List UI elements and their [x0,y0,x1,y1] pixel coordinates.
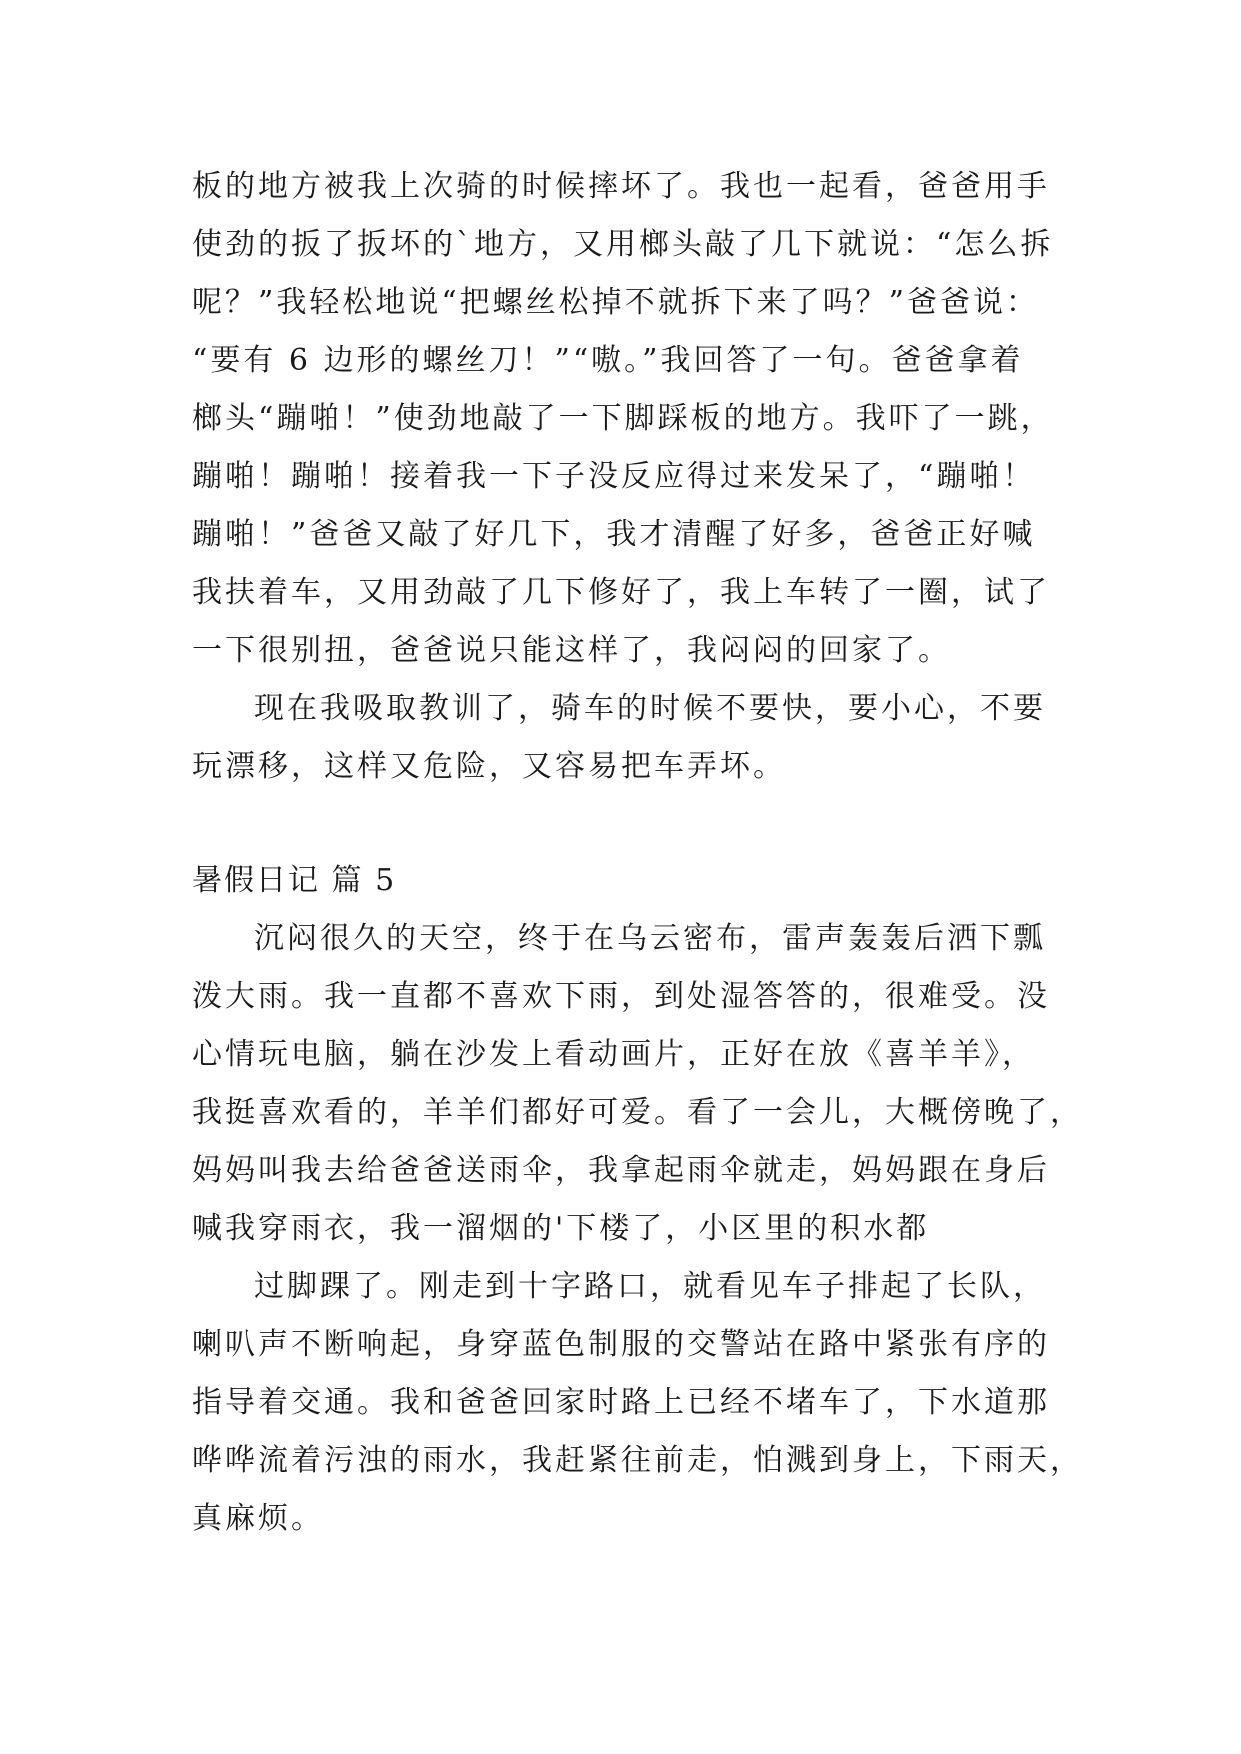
paragraph-line: 呢？”我轻松地说“把螺丝松掉不就拆下来了吗？”爸爸说： [192,285,1040,320]
paragraph-line: “要有 6 边形的螺丝刀！”“嗷。”我回答了一句。爸爸拿着 [192,343,1024,378]
paragraph-line: 哗哗流着污浊的雨水，我赶紧往前走，怕溅到身上，下雨天， [192,1443,1083,1478]
paragraph-line: 过脚踝了。刚走到十字路口，就看见车子排起了长队， [254,1269,1046,1304]
paragraph-line: 真麻烦。 [192,1501,324,1536]
section-title: 暑假日记 篇 5 [192,863,397,898]
paragraph-line: 一下很别扭，爸爸说只能这样了，我闷闷的回家了。 [192,633,951,668]
paragraph-line: 妈妈叫我去给爸爸送雨伞，我拿起雨伞就走，妈妈跟在身后 [192,1153,1050,1188]
paragraph-line: 我扶着车，又用劲敲了几下修好了，我上车转了一圈，试了 [192,575,1050,610]
paragraph-line: 指导着交通。我和爸爸回家时路上已经不堵车了，下水道那 [192,1385,1050,1420]
paragraph-line: 沉闷很久的天空，终于在乌云密布，雷声轰轰后洒下瓢 [254,921,1046,956]
paragraph-line: 蹦啪！蹦啪！接着我一下子没反应得过来发呆了，“蹦啪！ [192,459,1036,494]
paragraph-line: 板的地方被我上次骑的时候摔坏了。我也一起看，爸爸用手 [192,169,1050,204]
paragraph-line: 使劲的扳了扳坏的`地方，又用榔头敲了几下就说：“怎么拆 [192,227,1054,262]
paragraph-line: 蹦啪！”爸爸又敲了好几下，我才清醒了好多，爸爸正好喊 [192,517,1036,552]
paragraph-line: 我挺喜欢看的，羊羊们都好可爱。看了一会儿，大概傍晚了， [192,1095,1083,1130]
paragraph-line: 榔头“蹦啪！”使劲地敲了一下脚踩板的地方。我吓了一跳， [192,401,1054,436]
paragraph-line: 玩漂移，这样又危险，又容易把车弄坏。 [192,749,786,784]
paragraph-line: 喊我穿雨衣，我一溜烟的'下楼了，小区里的积水都 [192,1211,930,1246]
paragraph-line: 泼大雨。我一直都不喜欢下雨，到处湿答答的，很难受。没 [192,979,1050,1014]
paragraph-line: 心情玩电脑，躺在沙发上看动画片，正好在放《喜羊羊》， [192,1037,1035,1072]
paragraph-line: 喇叭声不断响起，身穿蓝色制服的交警站在路中紧张有序的 [192,1327,1050,1362]
paragraph-line: 现在我吸取教训了，骑车的时候不要快，要小心，不要 [254,691,1046,726]
